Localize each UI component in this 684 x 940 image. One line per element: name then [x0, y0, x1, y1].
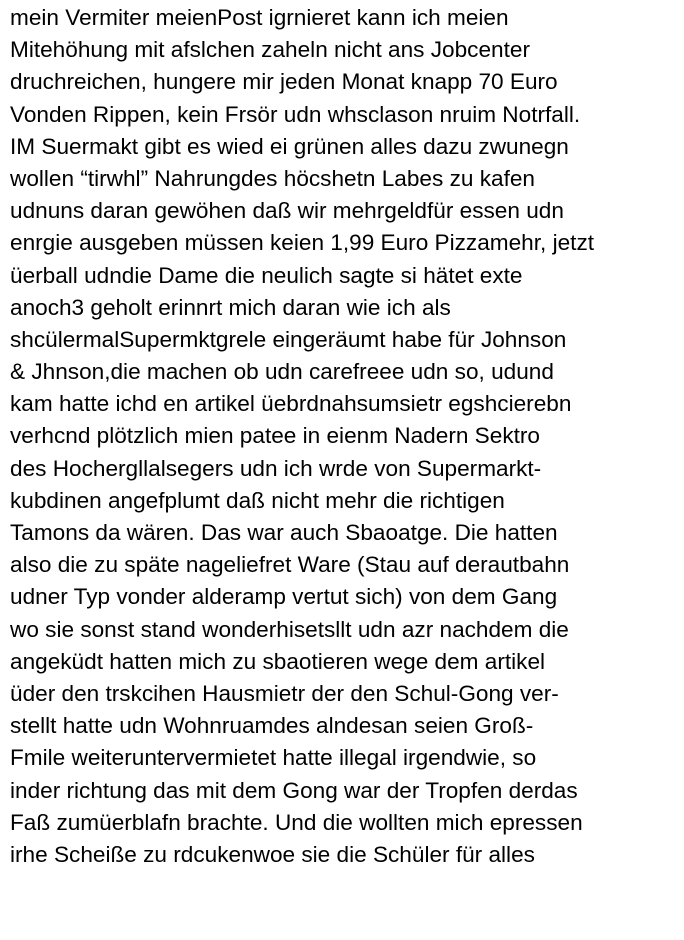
text-line: kubdinen angefplumt daß nicht mehr die richtigen — [10, 487, 505, 513]
text-line: wo sie sonst stand wonderhisetsllt udn azr nachdem die — [10, 616, 569, 642]
text-line: mein Vermiter meienPost igrnieret kann ich meien — [10, 5, 509, 30]
text-line: Vonden Rippen, kein Frsör udn whsclason nruim Notrfall. — [10, 101, 581, 127]
document-text — [10, 2, 682, 871]
text-line: üerball udndie Dame die neulich sagte si hätet exte — [10, 262, 523, 288]
text-line: üder den trskcihen Hausmietr der den Schul-Gong ver- — [10, 680, 559, 706]
text-line: udner Typ vonder alderamp vertut sich) von dem Gang — [10, 584, 558, 610]
text-line: Fmile weiteruntervermietet hatte illegal irgendwie, so — [10, 745, 537, 771]
text-line: angeküdt hatten mich zu sbaotieren wege dem artikel — [10, 648, 546, 674]
text-line: druchreichen, hungere mir jeden Monat knapp 70 Euro — [10, 69, 558, 95]
text-line: also die zu späte nageliefret Ware (Stau auf derautbahn — [10, 552, 570, 578]
text-line: stellt hatte udn Wohnruamdes alndesan seien Groß- — [10, 713, 534, 739]
text-line: & Jhnson,die machen ob udn carefreee udn so, udund — [10, 359, 554, 385]
text-line: inder richtung das mit dem Gong war der Tropfen derdas — [10, 777, 578, 803]
text-line: verhcnd plötzlich mien patee in eienm Nadern Sektro — [10, 423, 540, 449]
text-line: irhe Scheiße zu rdcukenwoe sie die Schüler für alles — [10, 841, 535, 867]
text-line: udnuns daran gewöhen daß wir mehrgeldfür essen udn — [10, 198, 564, 224]
text-line: IM Suermakt gibt es wied ei grünen alles dazu zwunegn — [10, 133, 569, 159]
text-line: Mitehöhung mit afslchen zaheln nicht ans Jobcenter — [10, 37, 530, 63]
text-line: des Hochergllalsegers udn ich wrde von Supermarkt- — [10, 455, 542, 481]
text-line: enrgie ausgeben müssen keien 1,99 Euro Pizzamehr, jetzt — [10, 230, 595, 256]
text-line: Tamons da wären. Das war auch Sbaoatge. Die hatten — [10, 520, 558, 545]
text-line: kam hatte ichd en artikel üebrdnahsumsietr egshcierebn — [10, 391, 572, 417]
text-line: shcülermalSupermktgrele eingeräumt habe für Johnson — [10, 326, 567, 352]
text-line: anoch3 geholt erinnrt mich daran wie ich als — [10, 294, 451, 320]
text-line: wollen “tirwhl” Nahrungdes höcshetn Labes zu kafen — [10, 165, 535, 191]
text-line: Faß zumüerblafn brachte. Und die wollten mich epressen — [10, 809, 583, 835]
